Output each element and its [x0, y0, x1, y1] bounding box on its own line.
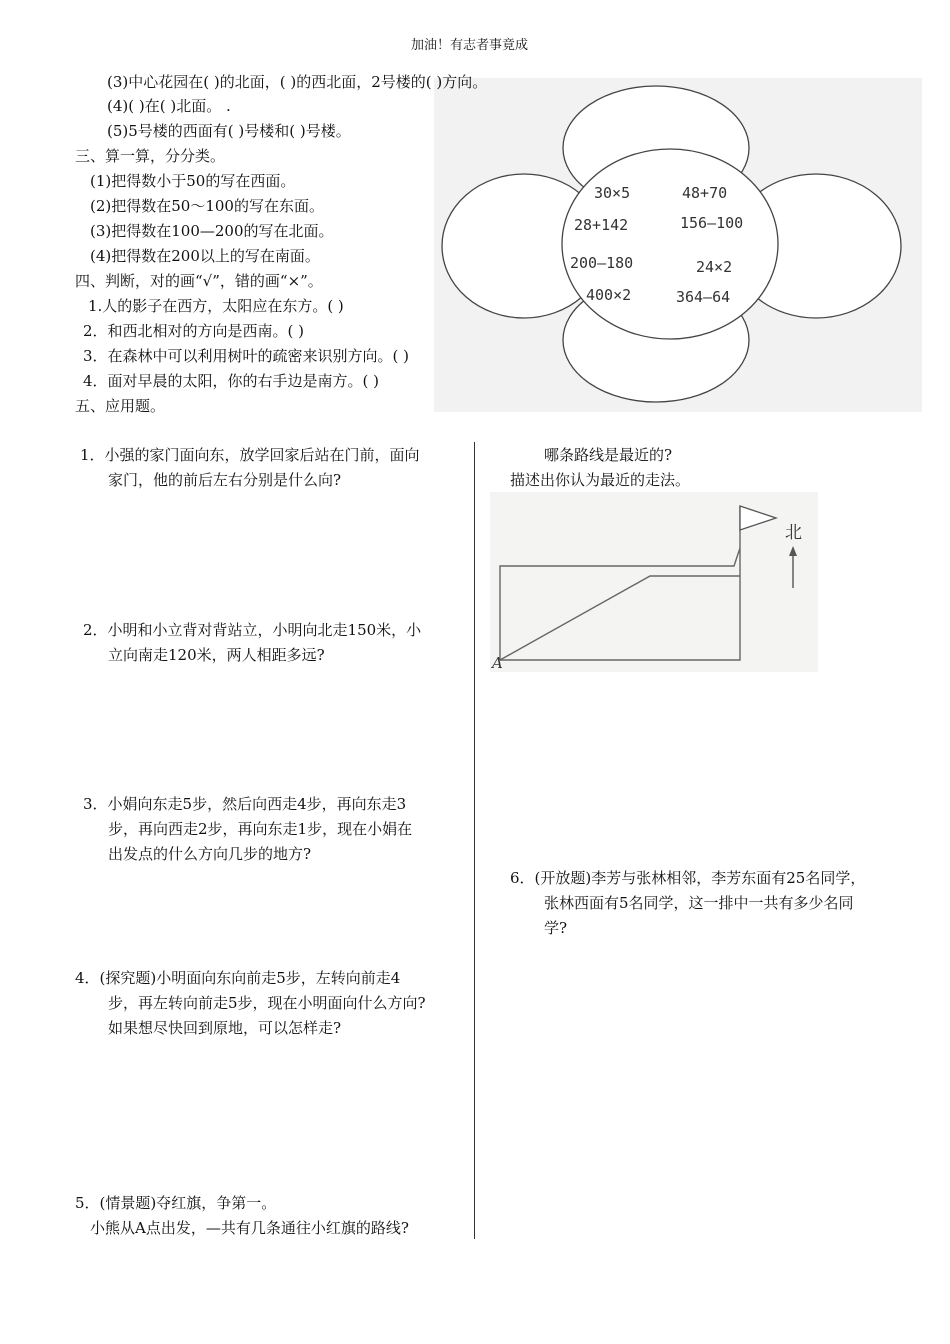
q1-line-2: 家门，他的前后左右分别是什么向?	[108, 471, 342, 489]
s4-item-4: 4．面对早晨的太阳，你的右手边是南方。( )	[83, 372, 380, 390]
s2-q4: (4)( )在( )北面。 .	[107, 97, 231, 115]
point-a-label: A	[492, 654, 503, 672]
q3-line-2: 步，再向西走2步，再向东走1步，现在小娟在	[108, 820, 413, 838]
s3-item-1: (1)把得数小于50的写在西面。	[90, 172, 296, 190]
expr-2: 48+70	[682, 184, 728, 202]
column-divider	[474, 442, 475, 1239]
s4-item-1: 1.人的影子在西方，太阳应在东方。( )	[88, 297, 344, 315]
q6-line-3: 学?	[544, 919, 568, 937]
q2-line-1: 2．小明和小立背对背站立，小明向北走150米，小	[83, 621, 422, 639]
q5-line-1: 5．(情景题)夺红旗，争第一。	[75, 1194, 277, 1212]
page-header: 加油！有志者事竟成	[411, 38, 529, 53]
s4-item-2: 2．和西北相对的方向是西南。( )	[83, 322, 305, 340]
q1-line-1: 1．小强的家门面向东，放学回家后站在门前，面向	[80, 446, 420, 464]
q3-line-3: 出发点的什么方向几步的地方?	[108, 845, 312, 863]
expr-5: 200—180	[570, 254, 634, 272]
s3-item-2: (2)把得数在50～100的写在东面。	[90, 197, 324, 215]
q3-line-1: 3．小娟向东走5步，然后向西走4步，再向东走3	[83, 795, 407, 813]
q5-line-2: 小熊从A点出发，—共有几条通往小红旗的路线?	[90, 1219, 409, 1237]
s5-title: 五、应用题。	[75, 397, 166, 415]
expr-4: 156—100	[680, 214, 744, 232]
q6-line-1: 6．(开放题)李芳与张林相邻，李芳东面有25名同学，	[510, 869, 866, 887]
q6-line-2: 张林西面有5名同学，这一排中一共有多少名同	[544, 894, 854, 912]
q4-line-3: 如果想尽快回到原地，可以怎样走?	[108, 1019, 342, 1037]
q5-cont-line-2: 描述出你认为最近的走法。	[510, 471, 691, 489]
expr-3: 28+142	[574, 216, 629, 234]
flower-diagram	[434, 78, 922, 412]
q5-cont-line-1: 哪条路线是最近的?	[544, 446, 673, 464]
s2-q3: (3)中心花园在( )的北面，( )的西北面，2号楼的( )方向。	[107, 73, 488, 91]
route-map	[490, 492, 818, 672]
expr-7: 400×2	[586, 286, 632, 304]
expr-8: 364—64	[676, 288, 731, 306]
q4-line-1: 4．(探究题)小明面向东向前走5步，左转向前走4	[75, 969, 401, 987]
s4-item-3: 3．在森林中可以利用树叶的疏密来识别方向。( )	[83, 347, 410, 365]
q2-line-2: 立向南走120米，两人相距多远?	[108, 646, 325, 664]
north-label: 北	[785, 523, 802, 543]
s4-title: 四、判断，对的画“√”，错的画“×”。	[75, 272, 323, 290]
q4-line-2: 步，再左转向前走5步，现在小明面向什么方向?	[108, 994, 426, 1012]
s2-q5: (5)5号楼的西面有( )号楼和( )号楼。	[107, 122, 351, 140]
s3-item-4: (4)把得数在200以上的写在南面。	[90, 247, 320, 265]
expr-1: 30×5	[594, 184, 631, 202]
expr-6: 24×2	[696, 258, 733, 276]
s3-title: 三、算一算，分分类。	[75, 147, 226, 165]
center-circle	[562, 149, 778, 339]
s3-item-3: (3)把得数在100—200的写在北面。	[90, 222, 334, 240]
